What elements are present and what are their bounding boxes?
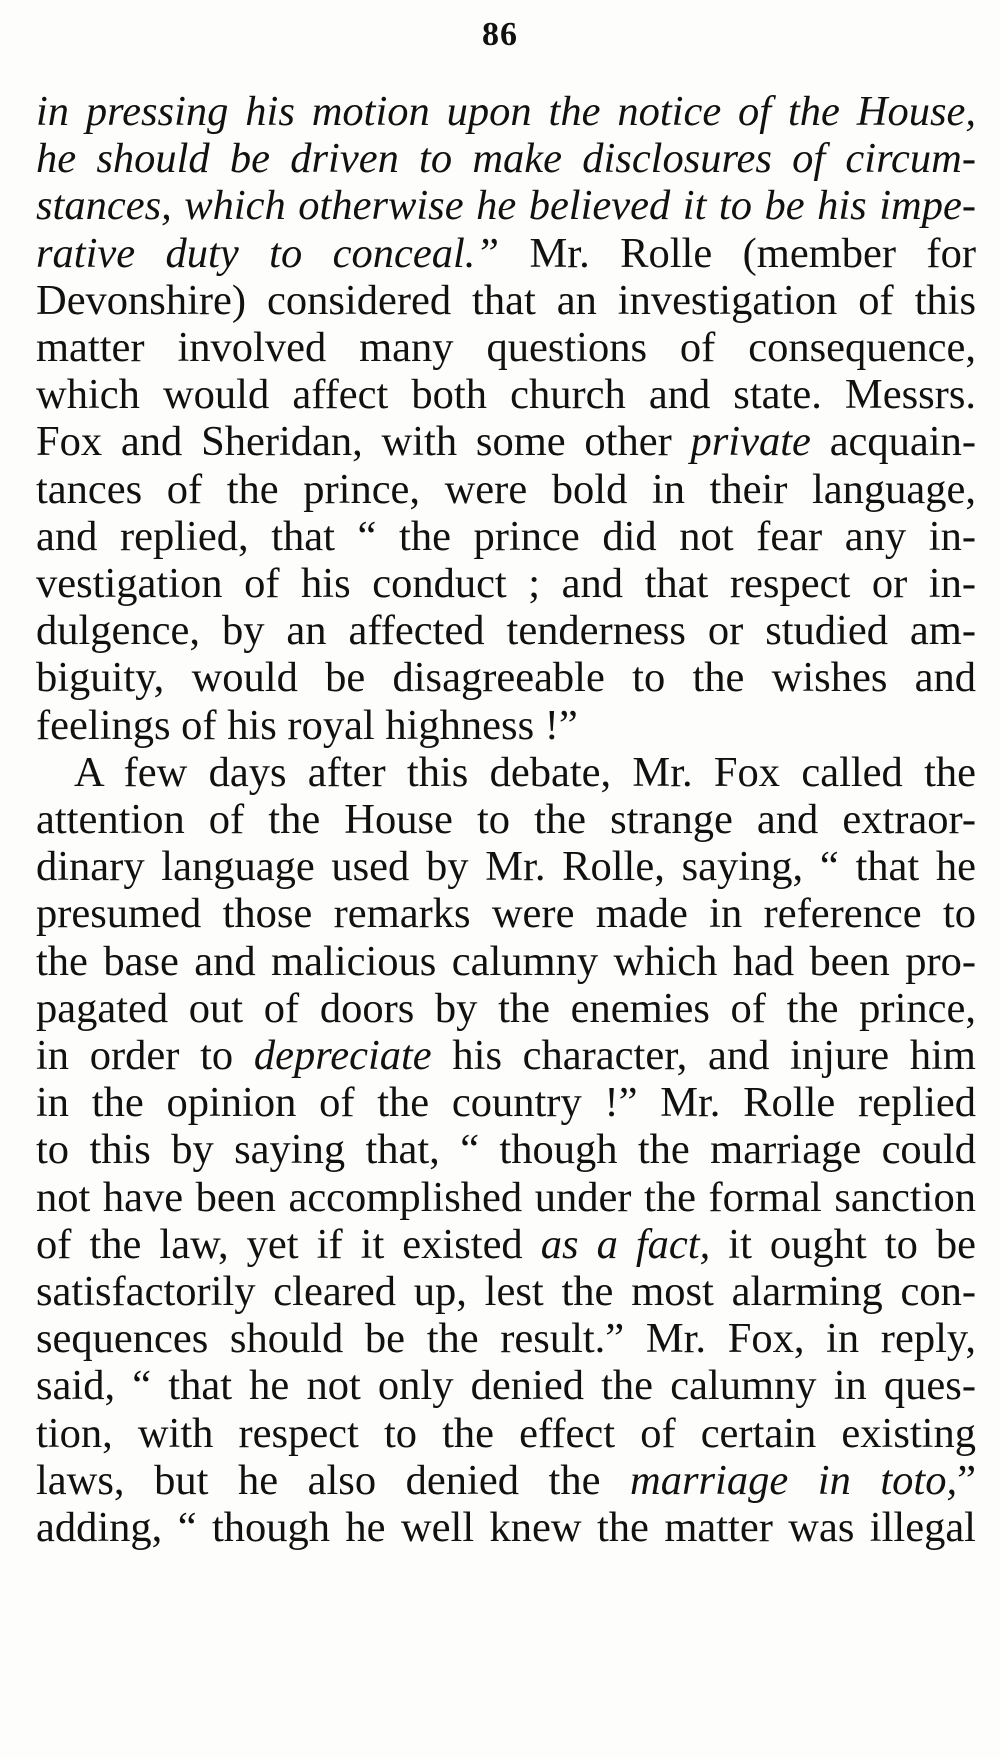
text-line xyxy=(36,1313,976,1365)
text-line xyxy=(36,1408,976,1460)
text-line xyxy=(74,747,976,799)
text-line xyxy=(36,322,976,374)
text-segment: matter involved many questions of consequence, xyxy=(36,324,976,371)
text-line xyxy=(36,1030,976,1082)
text-segment: Mr. Rolle (member for xyxy=(499,229,976,277)
text-segment: dulgence, by an affected tenderness or studied am- xyxy=(36,607,976,655)
text-line xyxy=(36,605,976,657)
text-segment: satisfactorily cleared up, lest the most alarming con- xyxy=(36,1268,976,1315)
italic-text: in pressing his motion upon the notice of the House, xyxy=(36,88,976,135)
text-segment: in the opinion of the country !” Mr. Rolle replied xyxy=(36,1079,976,1127)
text-line xyxy=(36,558,976,610)
italic-text: depreciate xyxy=(253,1032,432,1079)
text-segment: to this by saying that, “ though the marriage could xyxy=(36,1126,976,1174)
text-line xyxy=(36,369,976,421)
text-line xyxy=(36,1502,976,1554)
text-segment: Fox and Sheridan, with some other xyxy=(36,418,691,466)
text-line xyxy=(36,936,976,988)
text-segment: attention of the House to the strange and extraor- xyxy=(36,796,976,843)
text-segment: which would affect both church and state. Messrs. xyxy=(36,371,976,419)
italic-text: he should be driven to make disclosures of circum- xyxy=(36,135,976,183)
page-number: 86 xyxy=(482,16,518,53)
text-segment: pagated out of doors by the enemies of the prince, xyxy=(36,984,976,1032)
text-segment: presumed those remarks were made in reference to xyxy=(36,890,976,938)
text-segment: said, “ that he not only denied the calumny in ques- xyxy=(36,1362,976,1410)
text-segment: Devonshire) considered that an investigation of this xyxy=(36,276,976,324)
text-line xyxy=(36,86,976,138)
text-segment: feelings of his royal highness !” xyxy=(36,701,578,749)
text-segment: dinary language used by Mr. Rolle, saying, “ that he xyxy=(36,843,976,891)
text-segment: tances of the prince, were bold in their language, xyxy=(36,465,976,513)
italic-text: stances, which otherwise he believed it to be his impe- xyxy=(36,182,976,230)
text-segment: it ought to be xyxy=(710,1220,976,1268)
text-line xyxy=(36,180,976,232)
text-line xyxy=(36,652,976,704)
text-line xyxy=(36,464,976,516)
text-segment: vestigation of his conduct ; and that respect or in- xyxy=(36,560,976,607)
text-line xyxy=(36,228,976,280)
text-segment: biguity, would be disagreeable to the wishes and xyxy=(36,654,976,702)
text-line xyxy=(36,275,976,327)
text-line xyxy=(36,1124,976,1176)
italic-text: marriage in toto, xyxy=(630,1456,958,1504)
text-segment: in order to xyxy=(36,1032,254,1079)
text-line xyxy=(36,511,976,563)
text-segment: laws, but he also denied the xyxy=(36,1456,630,1504)
text-line xyxy=(36,416,976,468)
text-line xyxy=(36,1266,976,1318)
text-segment: adding, “ though he well knew the matter was illegal xyxy=(36,1504,976,1551)
text-segment: sequences should be the result.” Mr. Fox, in reply, xyxy=(36,1315,976,1363)
text-segment: not have been accomplished under the formal sanction xyxy=(36,1173,976,1221)
text-line xyxy=(36,841,976,893)
text-segment: his character, and injure him xyxy=(431,1032,976,1079)
italic-text: private xyxy=(690,418,811,466)
text-line xyxy=(36,1172,976,1224)
text-line xyxy=(36,133,976,185)
text-line xyxy=(36,1219,976,1271)
text-line xyxy=(36,1077,976,1129)
text-line xyxy=(36,700,976,752)
text-line xyxy=(36,888,976,940)
text-segment: and replied, that “ the prince did not fear any in- xyxy=(36,512,976,560)
text-line xyxy=(36,794,976,846)
text-line xyxy=(36,1360,976,1412)
text-line xyxy=(36,983,976,1035)
text-segment: A few days after this debate, Mr. Fox called the xyxy=(74,748,976,796)
text-segment: the base and malicious calumny which had been pro- xyxy=(36,937,976,985)
italic-text: rative duty to conceal.” xyxy=(36,229,500,277)
italic-text: as a fact, xyxy=(540,1220,711,1268)
text-line xyxy=(36,1455,976,1507)
text-segment: of the law, yet if it existed xyxy=(36,1220,541,1268)
text-segment: tion, with respect to the effect of certain existing xyxy=(36,1409,976,1457)
text-segment: acquain- xyxy=(810,418,976,466)
text-segment: ” xyxy=(957,1456,976,1504)
